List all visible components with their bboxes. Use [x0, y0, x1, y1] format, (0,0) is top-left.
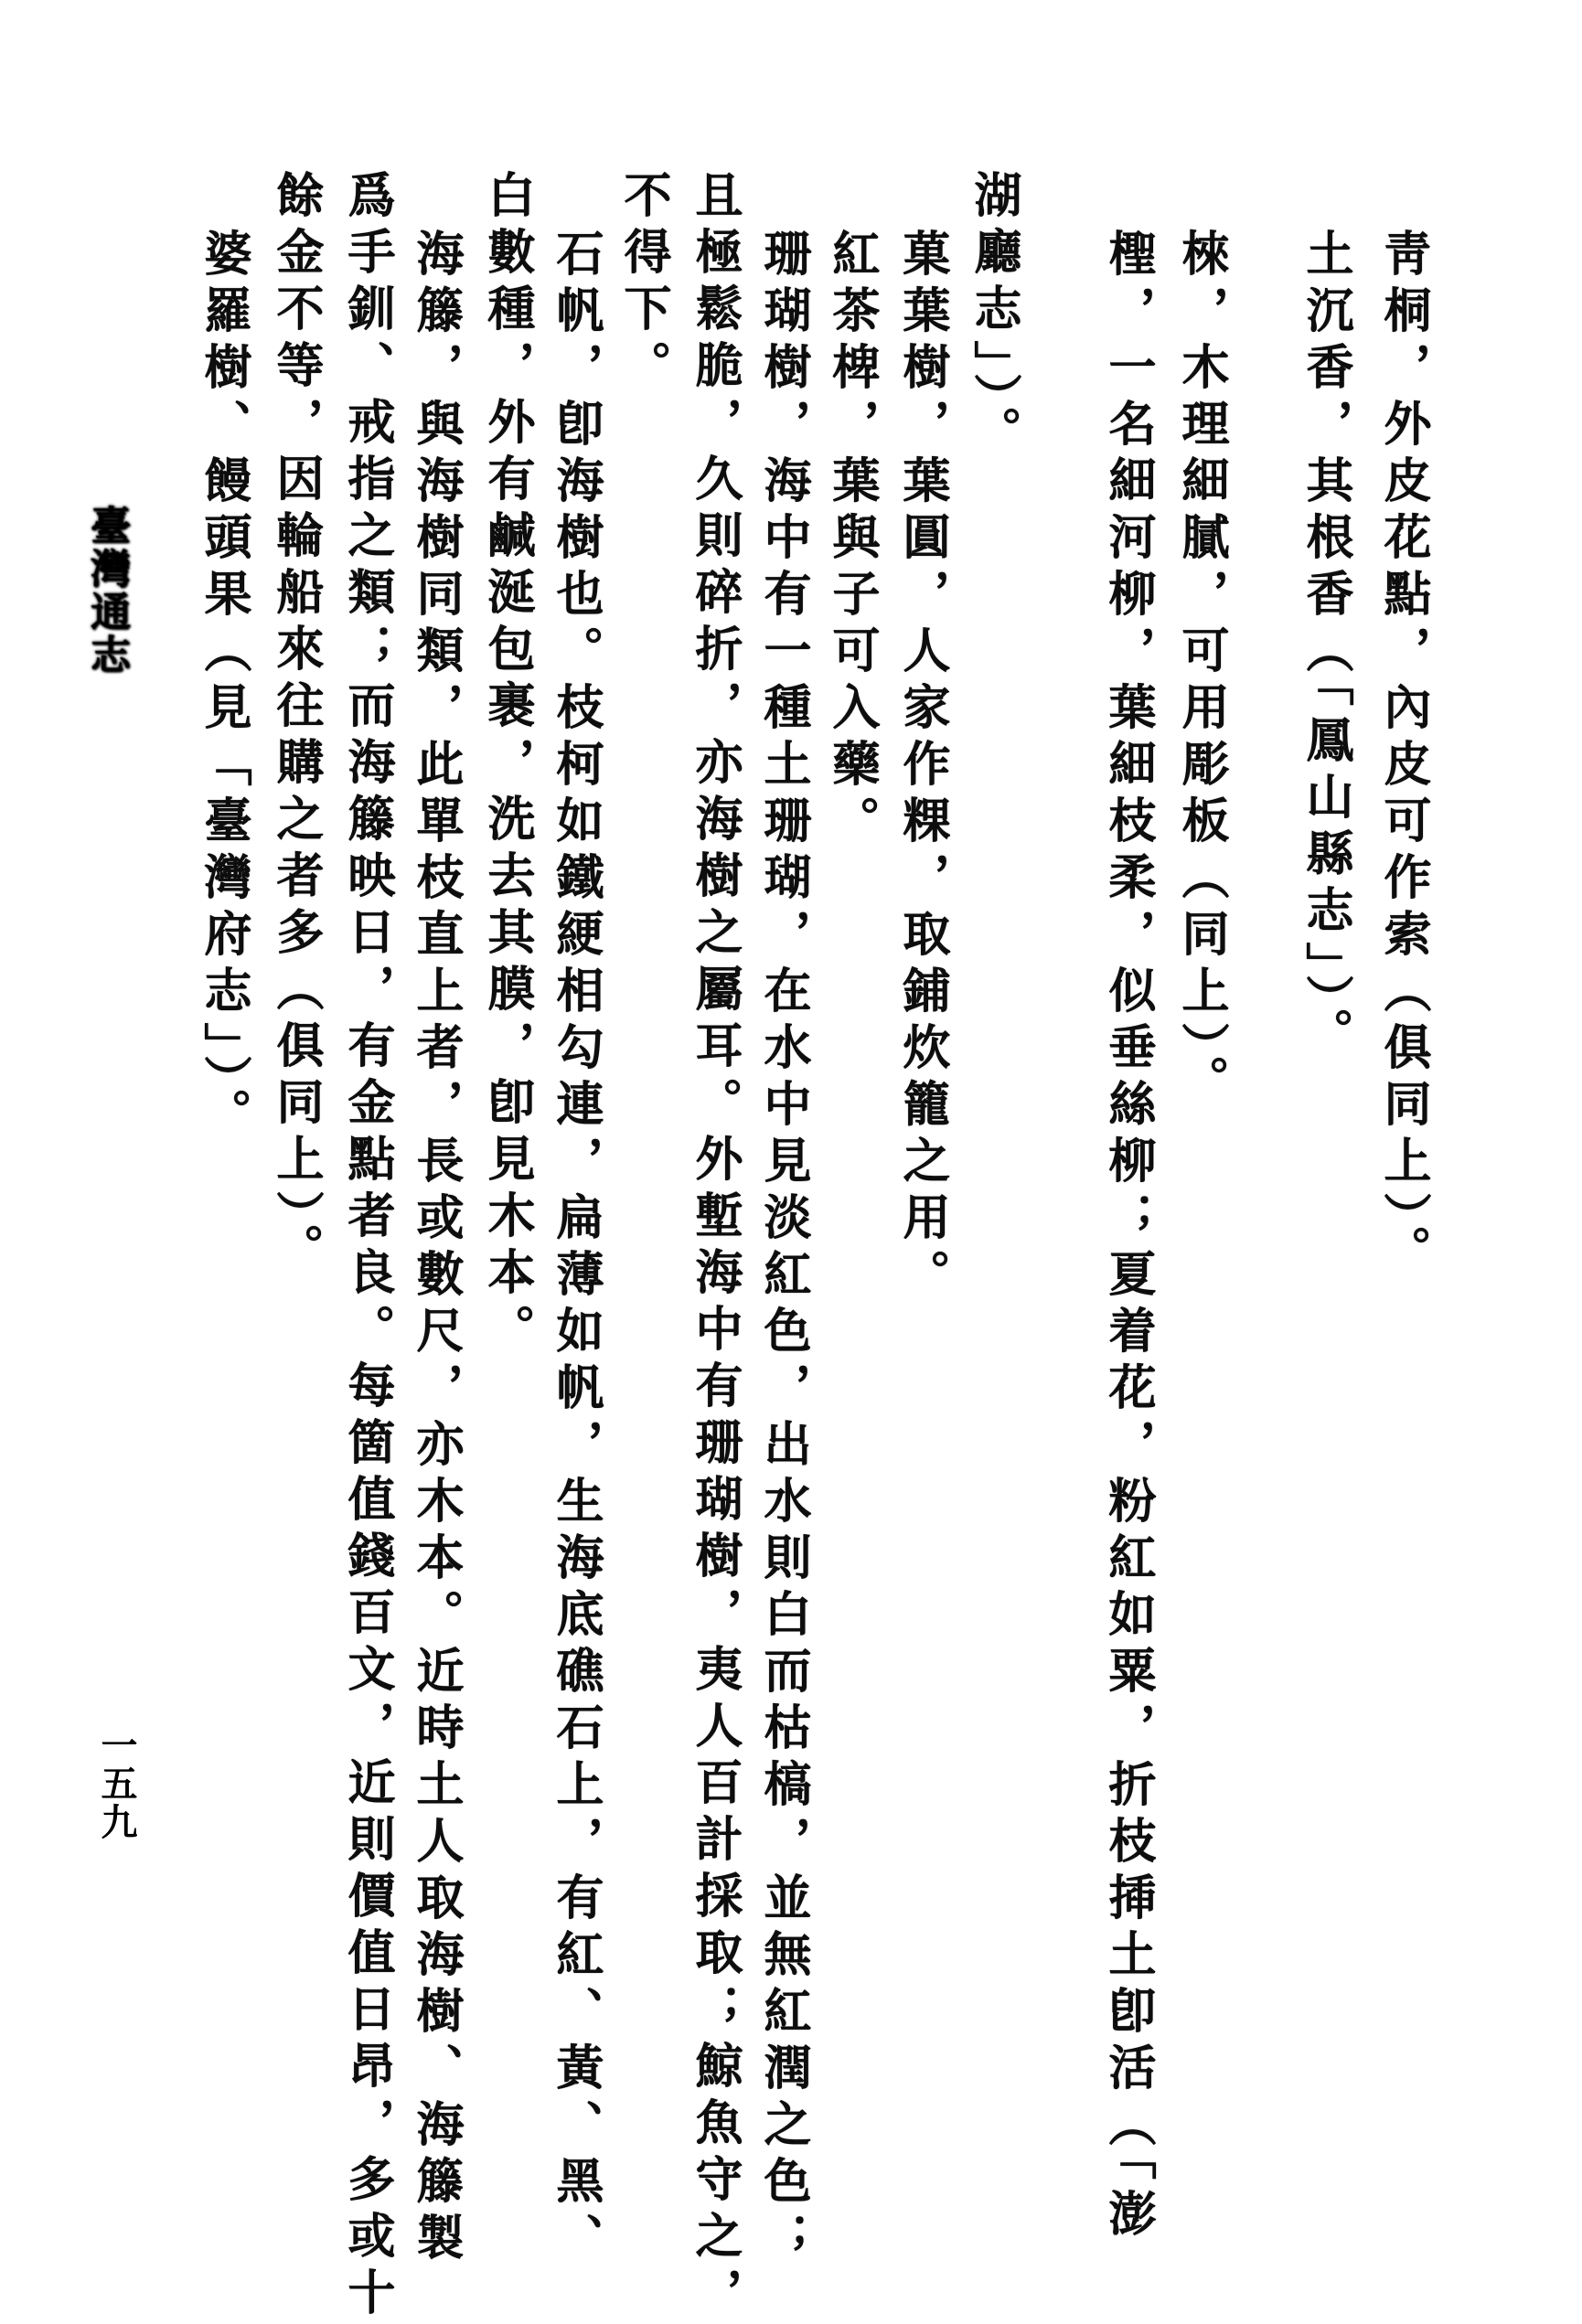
book-title-stamp: 臺灣通志 [83, 505, 130, 677]
text-column-15: 餘金不等，因輪船來往購之者多（俱同上）。 [268, 170, 324, 1280]
text-column-4: 檉，一名細河柳，葉細枝柔，似垂絲柳；夏着花，粉紅如粟，折枝揷土卽活（「澎 [1100, 229, 1156, 2245]
text-column-1: 靑桐，外皮花點，內皮可作索（俱同上）。 [1375, 229, 1431, 1282]
text-column-13: 海籐，與海樹同類，此單枝直上者，長或數尺，亦木本。近時土人取海樹、海籐製 [408, 229, 464, 2269]
text-column-6: 菓葉樹，葉圓，人家作粿，取鋪炊籠之用。 [894, 229, 950, 1306]
text-column-11: 石帆，卽海樹也。枝柯如鐵綆相勾連，扁薄如帆，生海底礁石上，有紅、黃、黑、 [548, 229, 604, 2269]
page-number: 一五九 [95, 1726, 138, 1841]
text-column-10: 不得下。 [615, 170, 671, 397]
text-column-2: 土沉香，其根香（「鳳山縣志」）。 [1298, 229, 1353, 1064]
text-column-16: 婆羅樹、饅頭果（見「臺灣府志」）。 [196, 229, 251, 1145]
text-column-9: 且極鬆脆，久則碎折，亦海樹之屬耳。外塹海中有珊瑚樹，夷人百計採取；鯨魚守之， [687, 170, 743, 2324]
text-column-12: 白數種，外有鹹涎包裹，洗去其膜，卽見木本。 [479, 170, 535, 1360]
text-column-3: 棶，木理細膩，可用彫板（同上）。 [1173, 229, 1229, 1112]
text-column-14: 爲手釧、戒指之類；而海籐映日，有金點者良。每箇值錢百文，近則價值日昂，多或十 [339, 170, 395, 2324]
text-column-8: 珊瑚樹，海中有一種土珊瑚，在水中見淡紅色，出水則白而枯槁，並無紅潤之色； [755, 229, 811, 2269]
text-column-5: 湖廳志」）。 [966, 170, 1021, 463]
text-column-7: 紅茶椑，葉與子可入藥。 [824, 229, 880, 852]
